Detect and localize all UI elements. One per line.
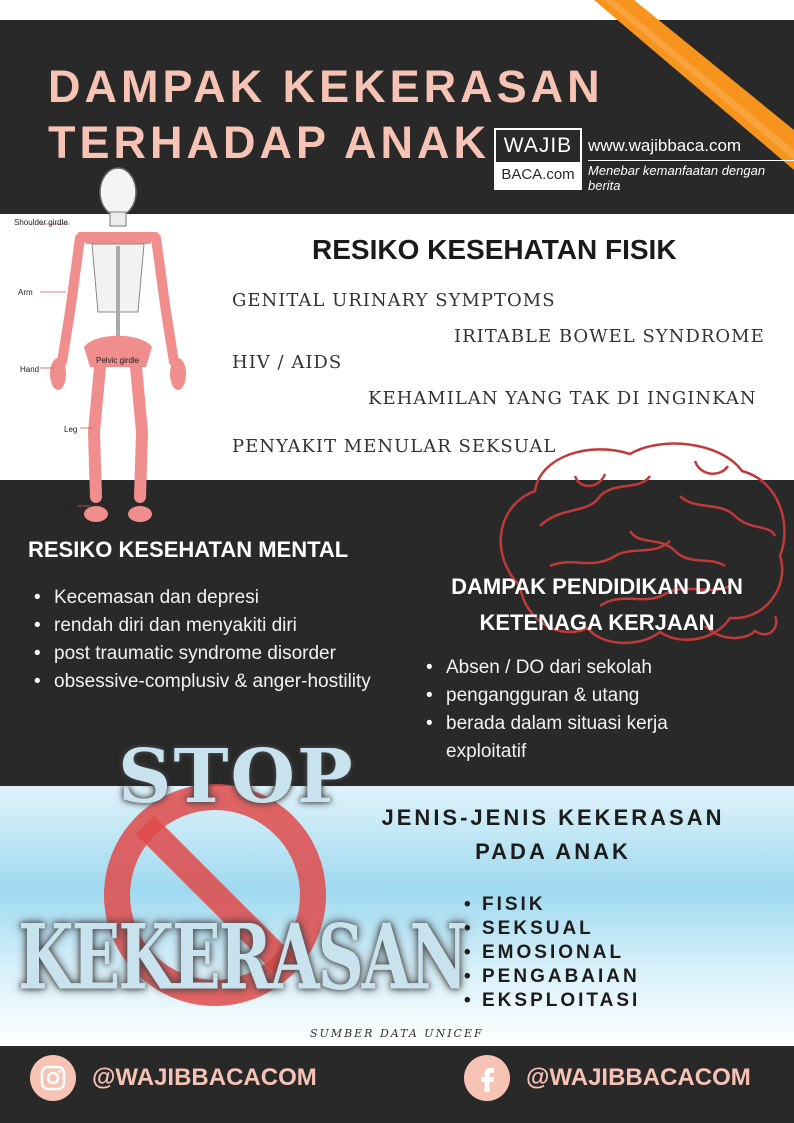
logo-text-top: WAJIB	[503, 134, 573, 157]
mental-risk-list	[32, 584, 387, 696]
physical-risk-item: GENITAL URINARY SYMPTOMS	[232, 290, 556, 311]
physical-risk-item: PENYAKIT MENULAR SEKSUAL	[232, 436, 557, 457]
physical-risk-item: HIV / AIDS	[232, 352, 343, 373]
skeleton-label: Arm	[18, 288, 33, 297]
physical-risk-item: KEHAMILAN YANG TAK DI INGINKAN	[368, 388, 757, 409]
page-title-line1: DAMPAK KEKERASAN	[48, 61, 604, 112]
violence-type-item: • EKSPLOITASI	[462, 989, 682, 1013]
instagram-icon[interactable]	[30, 1055, 76, 1101]
violence-types-heading-line2: PADA ANAK	[475, 839, 631, 864]
site-tagline: Menebar kemanfaatan dengan berita	[588, 160, 794, 193]
source-note: SUMBER DATA UNICEF	[310, 1027, 484, 1040]
skeleton-label: Shoulder girdle	[14, 218, 68, 227]
skeleton-label: Pelvic girdle	[96, 356, 140, 365]
violence-type-item: • FISIK	[462, 893, 682, 917]
logo-text-bottom: BACA.com	[496, 162, 580, 188]
facebook-handle[interactable]: @WAJIBBACACOM	[526, 1064, 751, 1091]
education-heading-line1: DAMPAK PENDIDIKAN DAN	[451, 574, 743, 599]
mental-risk-item: • rendah diri dan menyakiti diri	[32, 612, 387, 640]
violence-type-item: • SEKSUAL	[462, 917, 682, 941]
mental-risk-item: • Kecemasan dan depresi	[32, 584, 387, 612]
skeleton-label-guides	[40, 224, 94, 506]
mental-risk-heading: RESIKO KESEHATAN MENTAL	[28, 537, 349, 562]
instagram-handle[interactable]: @WAJIBBACACOM	[92, 1064, 317, 1091]
site-url: www.wajibbaca.com	[588, 136, 742, 155]
violence-types-heading-line1: JENIS-JENIS KEKERASAN	[381, 805, 725, 830]
physical-risk-item: IRITABLE BOWEL SYNDROME	[454, 326, 765, 347]
violence-type-item: • PENGABAIAN	[462, 965, 682, 989]
brand-logo	[494, 128, 582, 190]
skeleton-figure	[50, 168, 186, 522]
stop-word: STOP	[118, 734, 355, 820]
page-title-line2: TERHADAP ANAK	[48, 117, 491, 168]
skeleton-label: Hand	[20, 365, 40, 374]
education-item: • berada dalam situasi kerja exploitatif	[424, 710, 724, 766]
mental-risk-item: • obsessive-complusiv & anger-hostility	[32, 668, 387, 696]
education-heading-line2: KETENAGA KERJAAN	[479, 610, 715, 635]
skeleton-label: Foot	[62, 503, 79, 512]
facebook-icon[interactable]	[464, 1055, 510, 1101]
education-list	[424, 654, 724, 766]
education-item: • Absen / DO dari sekolah	[424, 654, 724, 682]
education-item: • pengangguran & utang	[424, 682, 724, 710]
violence-type-item: • EMOSIONAL	[462, 941, 682, 965]
violence-types-list	[462, 893, 682, 1013]
kekerasan-word: KEKERASAN	[18, 906, 467, 1011]
physical-risk-heading: RESIKO KESEHATAN FISIK	[312, 234, 677, 265]
skeleton-label: Leg	[64, 425, 78, 434]
mental-risk-item: • post traumatic syndrome disorder	[32, 640, 387, 668]
